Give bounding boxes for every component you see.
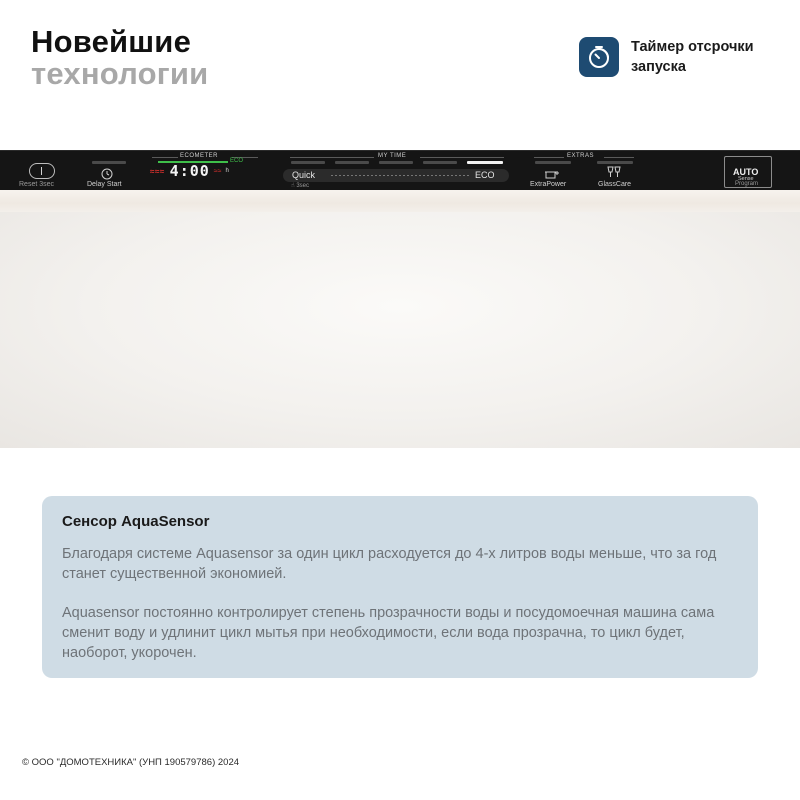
- mytime-rule-left: [290, 157, 374, 158]
- glasscare-label: GlassCare: [598, 181, 632, 188]
- display-suffix: ≈≈: [213, 167, 222, 175]
- ecometer-label: ECOMETER: [180, 153, 219, 159]
- mytime-step-1[interactable]: [291, 161, 325, 164]
- slider-track: [330, 175, 470, 176]
- mytime-step-3[interactable]: [379, 161, 413, 164]
- dishwasher-door: [0, 212, 800, 448]
- program-label: Program: [735, 181, 759, 187]
- hand-icon: ☝: [291, 183, 295, 189]
- card-paragraph-1: Благодаря системе Aquasensor за один цикл расходуется до 4-х литров воды меньше, что за год станет существенной экономией.: [62, 546, 717, 582]
- display-prefix: ≈≈≈: [150, 166, 165, 176]
- auto-label: AUTO: [733, 167, 759, 177]
- card-title: Сенсор AquaSensor: [62, 513, 210, 530]
- reset-label: Reset 3sec: [19, 181, 55, 188]
- quick-label: Quick: [292, 170, 316, 180]
- hold-hint: [291, 182, 309, 189]
- eco-label: ECO: [475, 170, 495, 180]
- timer-icon: [579, 37, 619, 77]
- card-paragraph-2: Aquasensor постоянно контролирует степень прозрачности воды и посудомоечная машина сама сменит воду и удлинит цикл мытья при необходимости, если вода прозрачна, то цикл будет, наоборот, укорочен.: [62, 605, 715, 661]
- mytime-rule-right: [420, 157, 504, 158]
- panel-edge: [0, 190, 800, 212]
- clock-icon[interactable]: [100, 167, 114, 179]
- sense-label: Sense: [738, 176, 754, 182]
- extras-rule-right: [604, 157, 634, 158]
- extrapower-indicator: [535, 161, 571, 164]
- mytime-step-5[interactable]: [467, 161, 503, 164]
- mytime-step-4[interactable]: [423, 161, 457, 164]
- display-unit: h: [225, 168, 229, 174]
- time-display: [150, 162, 262, 180]
- feature-label: Таймер отсрочки запуска: [631, 39, 754, 75]
- delay-start-label: Delay Start: [87, 181, 122, 188]
- footer-copyright: © ООО "ДОМОТЕХНИКА" (УНП 190579786) 2024: [22, 757, 240, 768]
- feature-badge: [579, 37, 791, 77]
- delay-indicator: [92, 161, 126, 164]
- ecometer-rule-left: [152, 157, 178, 158]
- page-title-line2: технологии: [31, 56, 209, 91]
- page-title-line1: Новейшие: [31, 24, 192, 59]
- mytime-label: MY TIME: [378, 153, 407, 159]
- extrapower-label: ExtraPower: [530, 181, 567, 188]
- extras-rule-left: [534, 157, 564, 158]
- info-card: [42, 496, 758, 678]
- display-time: 4:00: [169, 162, 210, 180]
- glass-icon[interactable]: [606, 166, 622, 179]
- pot-icon[interactable]: [544, 167, 560, 179]
- extras-label: EXTRAS: [567, 153, 595, 159]
- mytime-step-2[interactable]: [335, 161, 369, 164]
- power-icon[interactable]: [29, 163, 55, 179]
- glasscare-indicator: [597, 161, 633, 164]
- ecometer-eco-label: ECO: [230, 158, 244, 164]
- hold-label: 3sec: [296, 183, 310, 189]
